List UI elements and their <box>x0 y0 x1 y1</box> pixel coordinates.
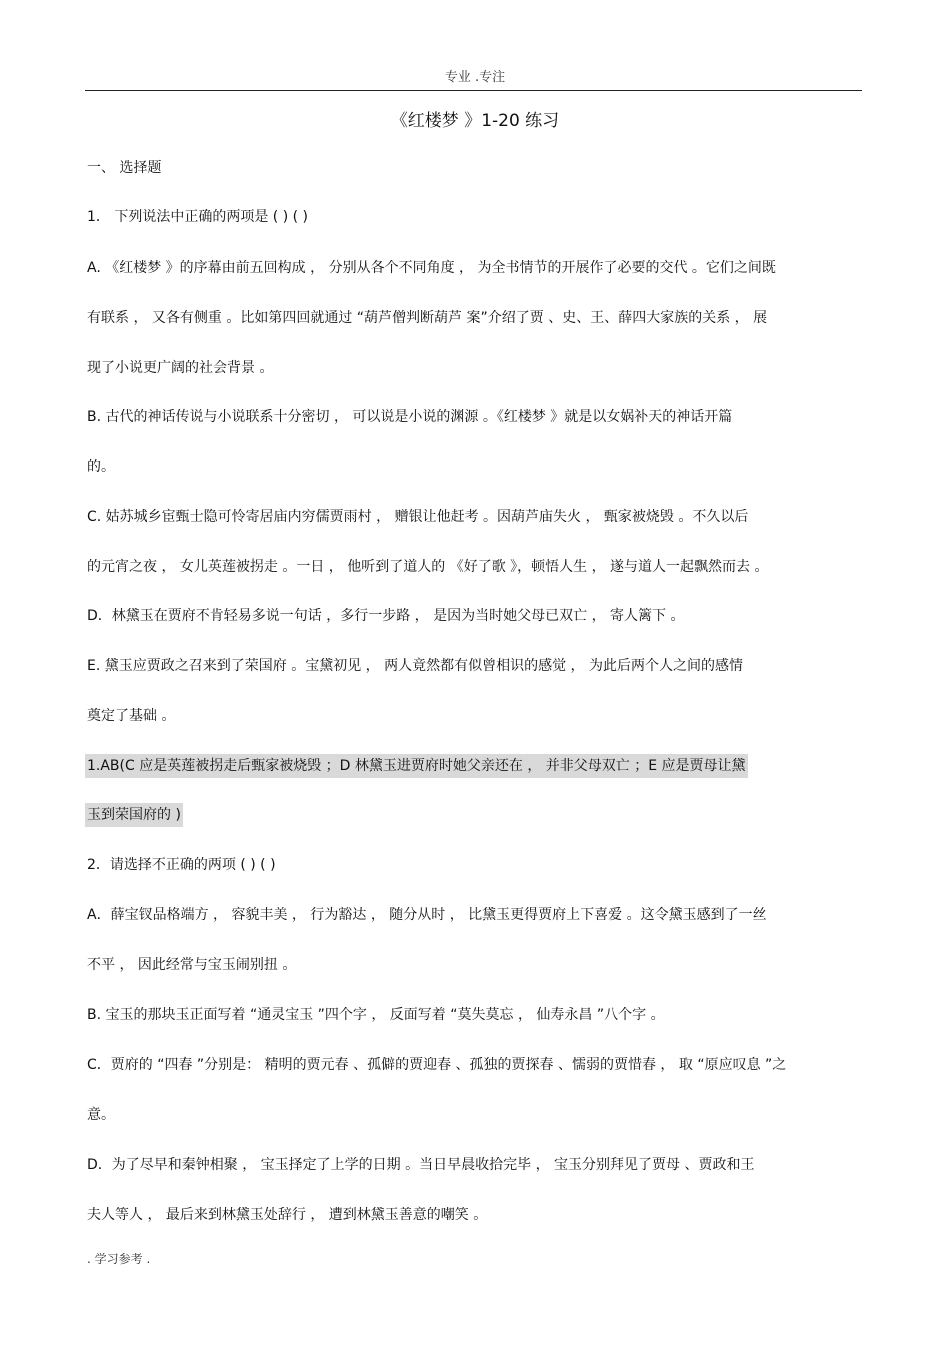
q1-answer-line1 <box>87 756 862 776</box>
question-1-stem: 1． 下列说法中正确的两项是 ( ) ( ) <box>87 209 309 225</box>
q1-option-b-line2: 的。 <box>87 459 115 475</box>
q1-option-c-line1: C. 姑苏城乡宦甄士隐可怜寄居庙内穷儒贾雨村 ， 赠银让他赶考 。因葫芦庙失火 ， 甄家被烧毁 。不久以后 <box>87 509 749 525</box>
question-2-stem: 2．请选择不正确的两项 ( ) ( ) <box>87 857 276 873</box>
q2-option-a-line2: 不平 ， 因此经常与宝玉闹别扭 。 <box>87 957 297 973</box>
q1-option-c-line2: 的元宵之夜 ， 女儿英莲被拐走 。一日 ， 他听到了道人的 《好了歌 》，顿悟人生 ， 遂与道人一起飘然而去 。 <box>87 559 769 575</box>
q1-option-e-line2: 奠定了基础 。 <box>87 708 176 724</box>
header-divider <box>85 90 862 91</box>
q1-option-a-line1: A. 《红楼梦 》的序幕由前五回构成 ， 分别从各个不同角度 ， 为全书情节的开展作了必要的交代 。它们之间既 <box>87 260 776 276</box>
document-title: 《红楼梦 》1-20 练习 <box>390 111 560 131</box>
q1-option-d-line1: D．林黛玉在贾府不肯轻易多说一句话 ，多行一步路 ， 是因为当时她父母已双亡 ， 寄人篱下 。 <box>87 608 685 624</box>
answer-highlight-2: 玉到荣国府的 ) <box>85 803 183 827</box>
q2-option-c-line1: C．贾府的 “四春 ”分别是： 精明的贾元春 、孤僻的贾迎春 、孤独的贾探春 、懦弱的贾惜春 ， 取 “原应叹息 ”之 <box>87 1057 787 1073</box>
q2-option-a-line1: A．薛宝钗品格端方 ， 容貌丰美 ， 行为豁达 ， 随分从时 ， 比黛玉更得贾府上下喜爱 。这令黛玉感到了一丝 <box>87 907 767 923</box>
page-header: 专业 .专注 <box>444 70 506 85</box>
answer-highlight-1: 1.AB(C 应是英莲被拐走后甄家被烧毁 ；D 林黛玉进贾府时她父亲还在 ， 并非父母双亡 ；E 应是贾母让黛 <box>85 754 748 778</box>
q2-option-c-line2: 意。 <box>87 1107 115 1123</box>
q2-option-d-line1: D．为了尽早和秦钟相聚 ， 宝玉择定了上学的日期 。当日早晨收拾完毕 ， 宝玉分别拜见了贾母 、贾政和王 <box>87 1157 755 1173</box>
q1-option-a-line2: 有联系 ， 又各有侧重 。比如第四回就通过 “葫芦僧判断葫芦 案”介绍了贾 、史、王、薛四大家族的关系 ， 展 <box>87 310 768 326</box>
q1-answer-line2 <box>87 805 862 825</box>
q2-option-b-line1: B. 宝玉的那块玉正面写着 “通灵宝玉 ”四个字 ， 反面写着 “莫失莫忘 ， 仙寿永昌 ”八个字 。 <box>87 1007 665 1023</box>
q1-option-b-line1: B. 古代的神话传说与小说联系十分密切 ， 可以说是小说的渊源 。《红楼梦 》就是以女娲补天的神话开篇 <box>87 409 733 425</box>
page-footer: . 学习参考 . <box>87 1252 151 1266</box>
q1-option-a-line3: 现了小说更广阔的社会背景 。 <box>87 360 274 376</box>
q2-option-d-line2: 夫人等人 ， 最后来到林黛玉处辞行 ， 遭到林黛玉善意的嘲笑 。 <box>87 1207 488 1223</box>
q1-option-e-line1: E. 黛玉应贾政之召来到了荣国府 。宝黛初见 ， 两人竟然都有似曾相识的感觉 ， 为此后两个人之间的感情 <box>87 658 743 674</box>
section-heading: 一、 选择题 <box>87 160 162 176</box>
